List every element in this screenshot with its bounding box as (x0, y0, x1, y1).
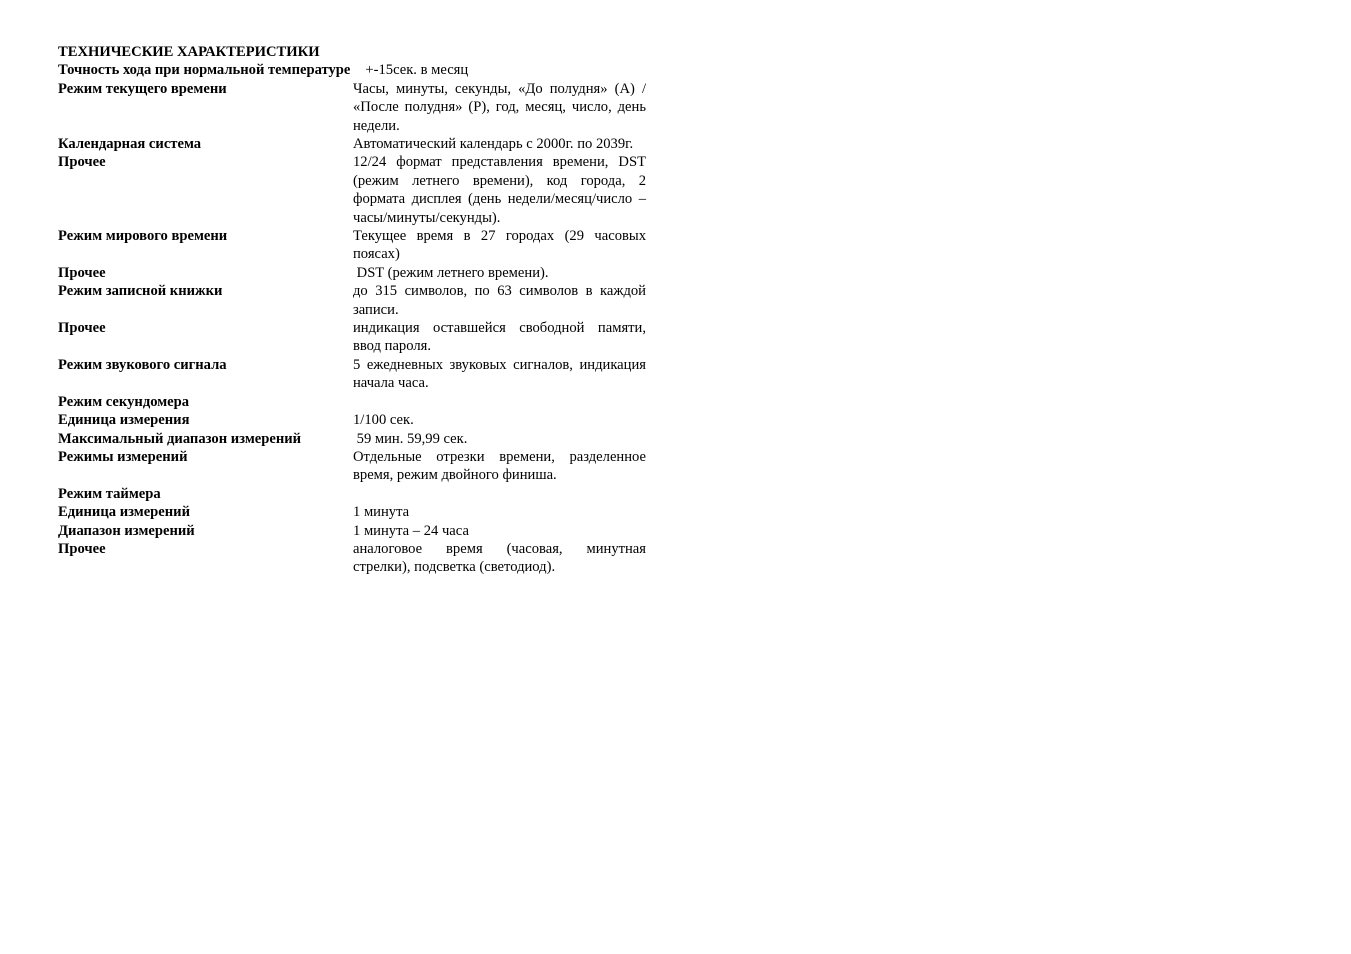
spec-value: до 315 символов, по 63 символов в каждой записи. (353, 283, 646, 318)
spec-value: 1 минута – 24 часа (353, 522, 469, 539)
spec-row (58, 264, 648, 282)
spec-row (58, 503, 648, 521)
spec-value: +-15сек. в месяц (365, 62, 469, 79)
spec-label: Единица измерения (58, 412, 190, 429)
spec-row (58, 356, 648, 393)
spec-row (58, 430, 648, 448)
spec-label: Прочее (58, 320, 106, 337)
spec-row (58, 227, 648, 264)
spec-row (58, 522, 648, 540)
spec-label: Прочее (58, 154, 106, 171)
spec-row (58, 485, 648, 503)
spec-section-label: Режим секундомера (58, 393, 190, 410)
spec-row (58, 282, 648, 319)
spec-label: Прочее (58, 540, 106, 557)
spec-value (353, 393, 646, 411)
spec-label: Календарная система (58, 136, 202, 153)
spec-value: Отдельные отрезки времени, разделенное время, режим двойного финиша. (353, 448, 646, 484)
spec-value: 12/24 формат представления времени, DST (режим летнего времени), код города, 2 формата дисплея (день недели/месяц/число – часы/минуты/секунды). (353, 154, 646, 226)
spec-label: Режим звукового сигнала (58, 356, 227, 373)
spec-value: 1/100 сек. (353, 412, 414, 429)
spec-row (58, 319, 648, 356)
spec-row (58, 80, 648, 135)
spec-value: индикация оставшейся свободной памяти, ввод пароля. (353, 320, 646, 355)
spec-label: Прочее (58, 264, 106, 281)
spec-value: Часы, минуты, секунды, «До полудня» (А) / «После полудня» (Р), год, месяц, число, день недели. (353, 80, 646, 134)
spec-row (58, 153, 648, 227)
spec-row-accuracy (58, 61, 648, 79)
spec-row (58, 540, 648, 577)
spec-value: аналоговое время (часовая, минутная стрелки), подсветка (светодиод). (353, 540, 646, 576)
spec-section-label: Режим таймера (58, 485, 161, 502)
spec-label: Режим записной книжки (58, 283, 223, 300)
spec-label: Максимальный диапазон измерений (58, 430, 302, 447)
document-title: ТЕХНИЧЕСКИЕ ХАРАКТЕРИСТИКИ (58, 44, 320, 60)
spec-value: Текущее время в 27 городах (29 часовых поясах) (353, 228, 646, 263)
spec-value: Автоматический календарь с 2000г. по 2039г. (353, 136, 634, 153)
spec-value: 59 мин. 59,99 сек. (353, 430, 468, 447)
spec-row (58, 135, 648, 153)
spec-label: Режимы измерений (58, 448, 188, 465)
spec-label: Режим мирового времени (58, 228, 228, 245)
spec-value (353, 485, 646, 503)
spec-label: Единица измерений (58, 504, 190, 521)
spec-row (58, 448, 648, 485)
spec-label: Диапазон измерений (58, 522, 195, 539)
spec-label: Точность хода при нормальной температуре (58, 62, 351, 79)
spec-row (58, 393, 648, 411)
spec-label: Режим текущего времени (58, 80, 227, 97)
spec-row (58, 411, 648, 429)
spec-document (58, 43, 648, 577)
spec-value: 1 минута (353, 504, 410, 521)
spec-value: DST (режим летнего времени). (353, 264, 549, 281)
spec-value: 5 ежедневных звуковых сигналов, индикация начала часа. (353, 356, 646, 392)
